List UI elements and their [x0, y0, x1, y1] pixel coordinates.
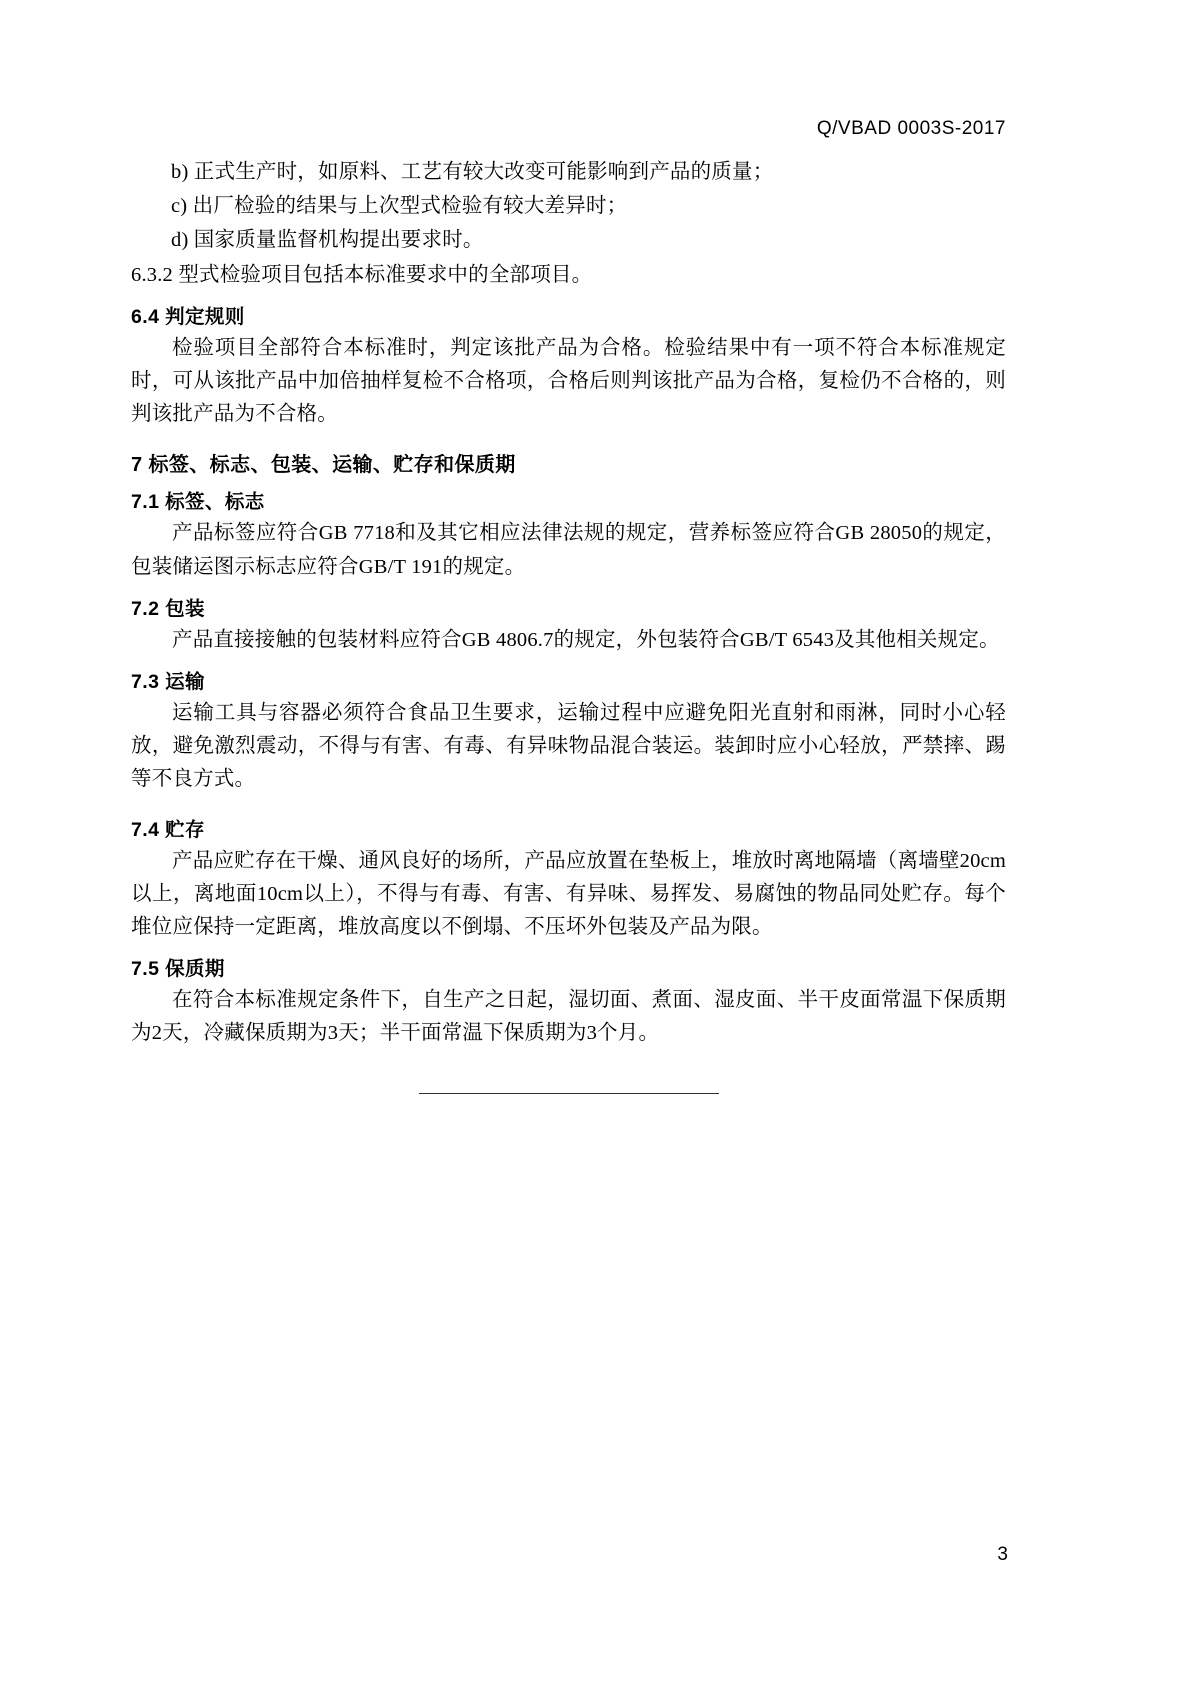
paragraph-7-4: 产品应贮存在干燥、通风良好的场所，产品应放置在垫板上，堆放时离地隔墙（离墙壁20cm以上，离地面10cm以上），不得与有毒、有害、有异味、易挥发、易腐蚀的物品同处贮存。每个堆位应保持一定距离，堆放高度以不倒塌、不压坏外包装及产品为限。	[131, 849, 1006, 939]
standard-code-header: Q/VBAD 0003S-2017	[816, 118, 1006, 139]
paragraph-7-3: 运输工具与容器必须符合食品卫生要求，运输过程中应避免阳光直射和雨淋，同时小心轻放，避免激烈震动，不得与有害、有毒、有异味物品混合装运。装卸时应小心轻放，严禁摔、踢等不良方式。	[131, 702, 1006, 791]
paragraph-7-5: 在符合本标准规定条件下，自生产之日起，湿切面、煮面、湿皮面、半干皮面常温下保质期为2天，冷藏保质期为3天；半干面常温下保质期为3个月。	[131, 989, 1006, 1045]
page-number: 3	[997, 1544, 1008, 1565]
list-item-d: d) 国家质量监督机构提出要求时。	[171, 229, 484, 252]
heading-7-2: 7.2 包装	[131, 597, 205, 620]
paragraph-6-4: 检验项目全部符合本标准时，判定该批产品为合格。检验结果中有一项不符合本标准规定时，可从该批产品中加倍抽样复检不合格项，合格后则判该批产品为合格，复检仍不合格的，则判该批产品为不合格。	[131, 336, 1006, 426]
heading-7-4: 7.4 贮存	[131, 818, 205, 841]
end-of-document-rule	[131, 1085, 1006, 1103]
list-item-c: c) 出厂检验的结果与上次型式检验有较大差异时；	[171, 195, 628, 218]
list-item-b: b) 正式生产时，如原料、工艺有较大改变可能影响到产品的质量；	[171, 161, 774, 183]
heading-7-1: 7.1 标签、标志	[131, 491, 265, 514]
heading-7-5: 7.5 保质期	[131, 958, 225, 981]
paragraph-7-2: 产品直接接触的包装材料应符合GB 4806.7的规定，外包装符合GB/T 6543及其他相关规定。	[172, 628, 1000, 651]
heading-7-3: 7.3 运输	[131, 671, 205, 694]
heading-7: 7 标签、标志、包装、运输、贮存和保质期	[131, 454, 516, 477]
document-content	[131, 118, 1006, 1103]
heading-6-4: 6.4 判定规则	[131, 305, 245, 328]
horizontal-divider	[419, 1093, 719, 1094]
clause-6-3-2: 6.3.2 型式检验项目包括本标准要求中的全部项目。	[131, 263, 593, 286]
paragraph-7-1: 产品标签应符合GB 7718和及其它相应法律法规的规定，营养标签应符合GB 28050的规定，包装储运图示标志应符合GB/T 191的规定。	[131, 522, 1006, 578]
